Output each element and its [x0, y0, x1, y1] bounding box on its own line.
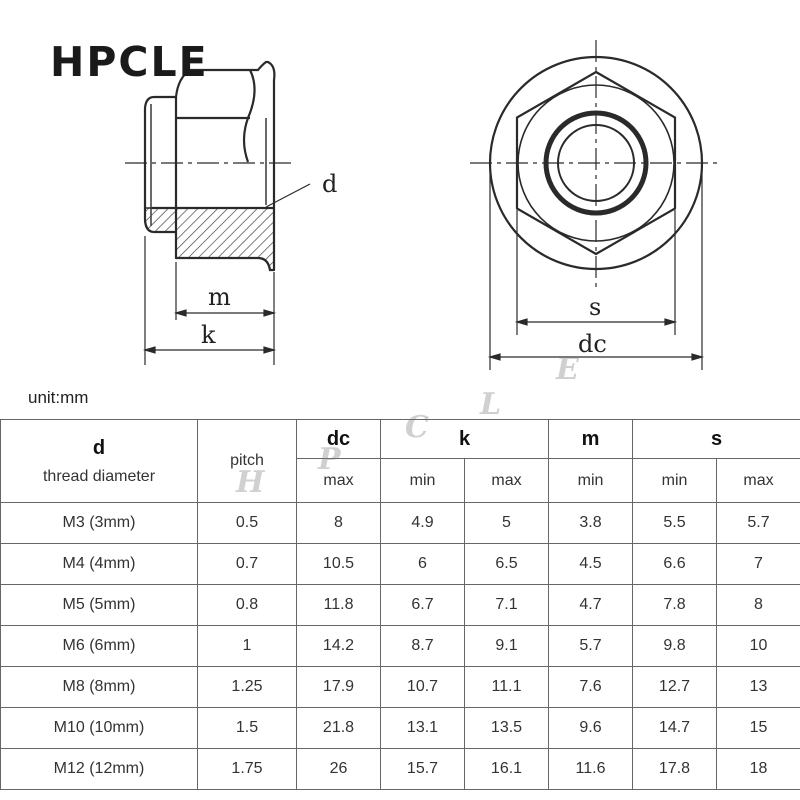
- cell-s-min: 14.7: [633, 708, 717, 749]
- subheader-s-max: max: [717, 459, 800, 503]
- cell-thread-size: M10 (10mm): [1, 708, 198, 749]
- watermark-letter: H: [236, 465, 265, 500]
- label-m: m: [208, 283, 231, 311]
- header-pitch: pitch: [198, 420, 297, 503]
- cell-m-min: 5.7: [549, 626, 633, 667]
- table-row: [1, 544, 800, 585]
- table-row: [1, 667, 800, 708]
- label-d: d: [322, 170, 338, 198]
- cell-m-min: 9.6: [549, 708, 633, 749]
- cell-dc-max: 11.8: [297, 585, 381, 626]
- cell-k-min: 13.1: [381, 708, 465, 749]
- cell-k-max: 13.5: [465, 708, 549, 749]
- header-d: d: [92, 436, 106, 459]
- cell-s-min: 12.7: [633, 667, 717, 708]
- cell-pitch: 1.25: [198, 667, 297, 708]
- table-row: [1, 749, 800, 790]
- unit-label: unit:mm: [28, 388, 89, 407]
- cell-s-min: 9.8: [633, 626, 717, 667]
- cell-k-max: 5: [465, 503, 549, 544]
- cell-m-min: 4.7: [549, 585, 633, 626]
- cell-s-max: 15: [717, 708, 800, 749]
- cell-k-max: 9.1: [465, 626, 549, 667]
- specification-table: [0, 419, 800, 790]
- cell-dc-max: 21.8: [297, 708, 381, 749]
- cell-pitch: 0.7: [198, 544, 297, 585]
- header-row: [1, 420, 800, 459]
- cell-pitch: 0.5: [198, 503, 297, 544]
- label-s: s: [589, 293, 602, 321]
- cell-s-max: 10: [717, 626, 800, 667]
- cell-k-min: 4.9: [381, 503, 465, 544]
- cell-k-min: 8.7: [381, 626, 465, 667]
- cell-k-max: 16.1: [465, 749, 549, 790]
- subheader-m-min: min: [549, 459, 633, 503]
- cell-m-min: 11.6: [549, 749, 633, 790]
- table-row: [1, 585, 800, 626]
- header-dc: dc: [297, 420, 381, 459]
- watermark-letter: E: [556, 352, 579, 387]
- header-d-cell: [1, 420, 198, 503]
- front-view-drawing: [470, 40, 722, 290]
- cell-k-max: 11.1: [465, 667, 549, 708]
- cell-thread-size: M8 (8mm): [1, 667, 198, 708]
- cell-k-min: 10.7: [381, 667, 465, 708]
- table-row: [1, 626, 800, 667]
- subheader-dc-max: max: [297, 459, 381, 503]
- header-s: s: [633, 420, 800, 459]
- cell-m-min: 4.5: [549, 544, 633, 585]
- cell-m-min: 3.8: [549, 503, 633, 544]
- cell-k-min: 6.7: [381, 585, 465, 626]
- cell-s-max: 7: [717, 544, 800, 585]
- cell-s-min: 17.8: [633, 749, 717, 790]
- cell-dc-max: 26: [297, 749, 381, 790]
- cell-dc-max: 17.9: [297, 667, 381, 708]
- cell-s-max: 8: [717, 585, 800, 626]
- header-k: k: [381, 420, 549, 459]
- cell-dc-max: 14.2: [297, 626, 381, 667]
- cell-k-min: 6: [381, 544, 465, 585]
- header-d-sub: thread diameter: [42, 467, 156, 485]
- cell-s-max: 18: [717, 749, 800, 790]
- cell-pitch: 1.5: [198, 708, 297, 749]
- cell-dc-max: 8: [297, 503, 381, 544]
- table-body: [1, 503, 800, 790]
- header-m: m: [549, 420, 633, 459]
- cell-pitch: 1.75: [198, 749, 297, 790]
- cell-s-max: 5.7: [717, 503, 800, 544]
- cell-s-min: 7.8: [633, 585, 717, 626]
- brand-logo: HPCLE: [50, 38, 209, 86]
- subheader-k-min: min: [381, 459, 465, 503]
- cell-k-min: 15.7: [381, 749, 465, 790]
- cell-k-max: 6.5: [465, 544, 549, 585]
- table-row: [1, 503, 800, 544]
- cell-thread-size: M3 (3mm): [1, 503, 198, 544]
- label-dc: dc: [578, 330, 607, 358]
- cell-k-max: 7.1: [465, 585, 549, 626]
- label-k: k: [201, 321, 216, 349]
- cell-s-min: 6.6: [633, 544, 717, 585]
- cell-thread-size: M12 (12mm): [1, 749, 198, 790]
- subheader-k-max: max: [465, 459, 549, 503]
- cell-s-min: 5.5: [633, 503, 717, 544]
- cell-m-min: 7.6: [549, 667, 633, 708]
- cell-thread-size: M5 (5mm): [1, 585, 198, 626]
- hatched-section: [176, 208, 274, 270]
- cell-thread-size: M4 (4mm): [1, 544, 198, 585]
- subheader-s-min: min: [633, 459, 717, 503]
- cell-thread-size: M6 (6mm): [1, 626, 198, 667]
- cell-dc-max: 10.5: [297, 544, 381, 585]
- cell-pitch: 0.8: [198, 585, 297, 626]
- watermark-letter: P: [318, 442, 341, 477]
- cell-pitch: 1: [198, 626, 297, 667]
- watermark-letter: C: [405, 410, 429, 445]
- watermark-letter: L: [480, 387, 502, 422]
- table-row: [1, 708, 800, 749]
- cell-s-max: 13: [717, 667, 800, 708]
